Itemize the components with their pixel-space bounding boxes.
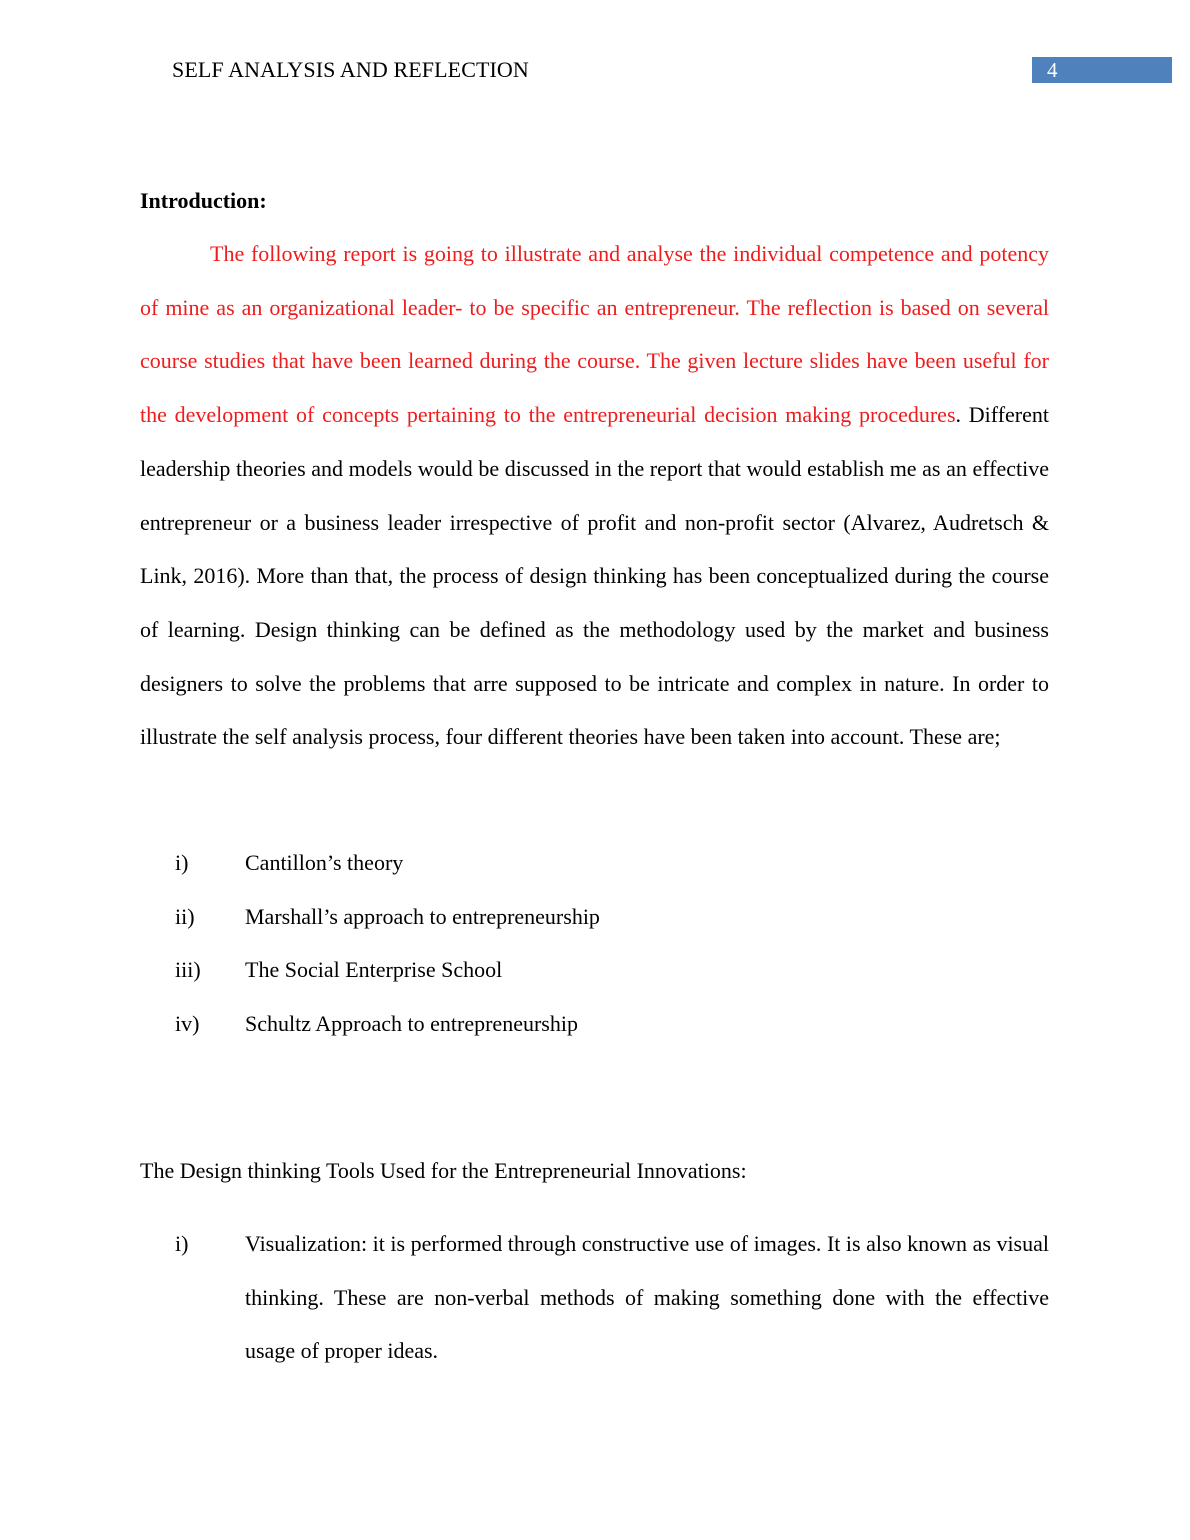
list-item-number: ii) [175,903,195,929]
introduction-paragraph [140,227,1049,764]
design-thinking-heading: The Design thinking Tools Used for the Entrepreneurial Innovations: [140,1158,747,1183]
introduction-heading: Introduction: [140,188,267,213]
list-item [175,997,1049,1051]
running-head: SELF ANALYSIS AND REFLECTION [172,57,529,82]
theories-list [175,836,1049,1051]
highlighted-text: The following report is going to illustrate and analyse the individual competence and potency of mine as an organizational leader- to be specific an entrepreneur. The reflection is based on several course studies that have been learned during the course. The given lecture slides have been useful for the development of concepts pertaining to the entrepreneurial decision making procedures [140,241,1049,428]
page-number: 4 [1032,57,1172,83]
design-tools-list [175,1217,1049,1378]
list-item-text: The Social Enterprise School [245,957,503,983]
list-item [175,943,1049,997]
list-item-number: i) [175,1231,189,1256]
list-item-text: Marshall’s approach to entrepreneurship [245,903,600,929]
list-item-text: Visualization: it is performed through constructive use of images. It is also known as visual thinking. These are non-verbal methods of making something done with the effective usage of proper ideas. [245,1231,1049,1364]
list-item-number: iii) [175,957,201,983]
list-item-text: Cantillon’s theory [245,850,404,875]
list-item [175,890,1049,944]
list-item [175,836,1049,890]
paragraph-text: . Different leadership theories and models would be discussed in the report that would establish me as an effective entrepreneur or a business leader irrespective of profit and non-profit sector (Alvarez, Audretsch & Link, 2016). More than that, the process of design thinking has been conceptualized during the course of learning. Design thinking can be defined as the methodology used by the market and business designers to solve the problems that arre supposed to be intricate and complex in nature. In order to illustrate the self analysis process, four different theories have been taken into account. These are; [140,402,1049,750]
list-item-text: Schultz Approach to entrepreneurship [245,1011,578,1037]
list-item [175,1217,1049,1378]
list-item-number: iv) [175,1011,200,1037]
list-item-number: i) [175,850,189,875]
